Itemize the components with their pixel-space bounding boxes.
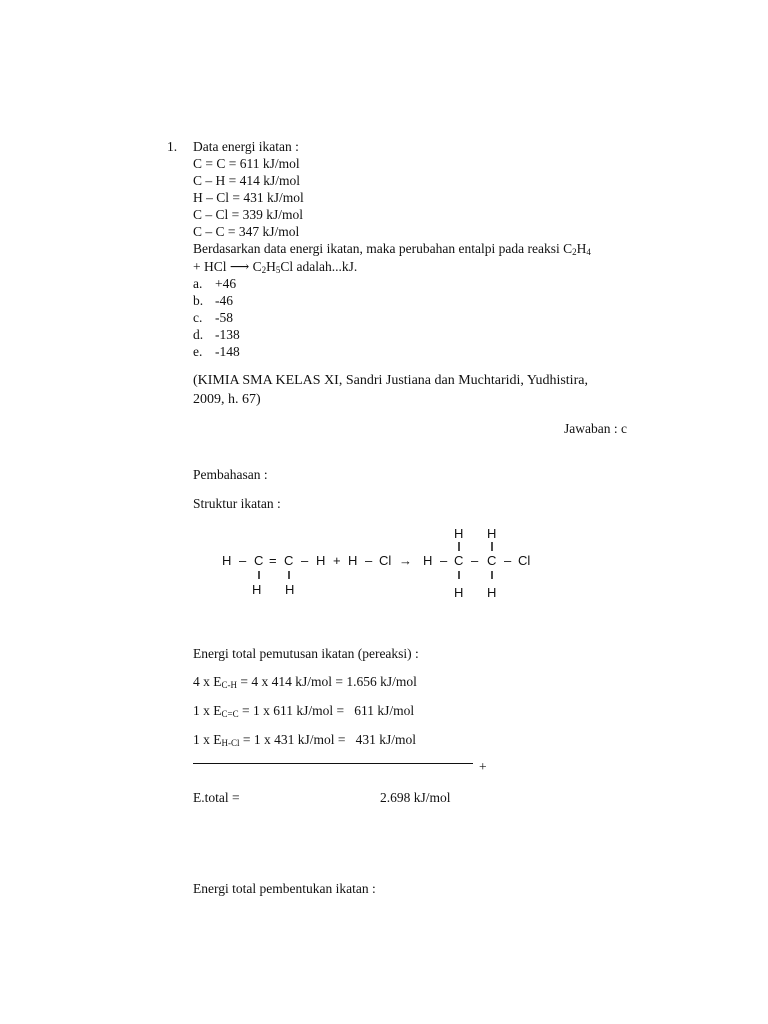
struct-h-2: H [316,553,326,568]
struct-h-7: H [454,526,464,541]
forming-heading: Energi total pembentukan ikatan : [193,881,376,896]
bond-energy-cc-double: C = C = 611 kJ/mol [193,156,300,171]
structure-label: Struktur ikatan : [193,496,281,511]
struct-c-2: C [284,553,294,568]
struct-cl-2: Cl [518,553,531,568]
question-prompt-line1: Berdasarkan data energi ikatan, maka perubahan entalpi pada reaksi $C_2H_4$ [193,241,591,257]
question-prompt-line2: + HCl ⟶ $C_2H_5Cl$ adalah...kJ. [193,259,358,275]
struct-c-3: C [454,553,464,568]
plus-sign: + [479,759,487,774]
struct-h-10: H [487,585,497,600]
option-c: c. -58 [193,310,233,325]
source-line1: (KIMIA SMA KELAS XI, Sandri Justiana dan Muchtaridi, Yudhistira, [193,373,588,388]
bond-energy-ccl: C – Cl = 339 kJ/mol [193,207,304,222]
question-number: 1. [167,139,178,154]
reaction-arrow: → [399,553,412,568]
bond-energy-cc-single: C – C = 347 kJ/mol [193,224,300,239]
option-a: a. +46 [193,276,237,291]
struct-c-1: C [254,553,264,568]
struct-h-4: H [423,553,433,568]
svg-text:–: – [301,553,309,568]
breaking-row-ch: 4 x $E_{C-H} = 4$ x 414 kJ/mol = 1.656 kJ/mol [193,674,417,690]
breaking-row-hcl: 1 x $E_{H-Cl} = 1$ x 431 kJ/mol = 431 kJ/mol [193,732,416,748]
breaking-heading: Energi total pemutusan ikatan (pereaksi) : [193,646,419,661]
svg-text:–: – [239,553,247,568]
discussion-heading: Pembahasan : [193,467,268,482]
struct-cl-1: Cl [379,553,392,568]
source-line2: 2009, h. 67) [193,392,261,407]
bond-energy-ch: C – H = 414 kJ/mol [193,173,300,188]
total-label: E.total = [193,790,240,805]
svg-text:+: + [333,553,341,568]
struct-h-1: H [222,553,232,568]
option-d: d. -138 [193,327,240,342]
bond-energy-hcl: H – Cl = 431 kJ/mol [193,190,304,205]
svg-text:–: – [365,553,373,568]
struct-h-8: H [487,526,497,541]
svg-text:–: – [471,553,479,568]
sum-divider [193,763,473,764]
struct-c-4: C [487,553,497,568]
struct-h-5: H [252,582,262,597]
struct-h-9: H [454,585,464,600]
svg-text:=: = [269,553,277,568]
svg-text:–: – [440,553,448,568]
total-value: 2.698 kJ/mol [380,790,451,805]
answer-key: Jawaban : c [564,421,627,436]
svg-text:–: – [504,553,512,568]
breaking-row-cc: 1 x $E_{C=C} = 1$ x 611 kJ/mol = 611 kJ/mol [193,703,415,719]
option-b: b. -46 [193,293,233,308]
bond-data-heading: Data energi ikatan : [193,139,299,154]
struct-h-3: H [348,553,358,568]
option-e: e. -148 [193,344,240,359]
bond-structure-diagram [215,522,545,602]
struct-h-6: H [285,582,295,597]
